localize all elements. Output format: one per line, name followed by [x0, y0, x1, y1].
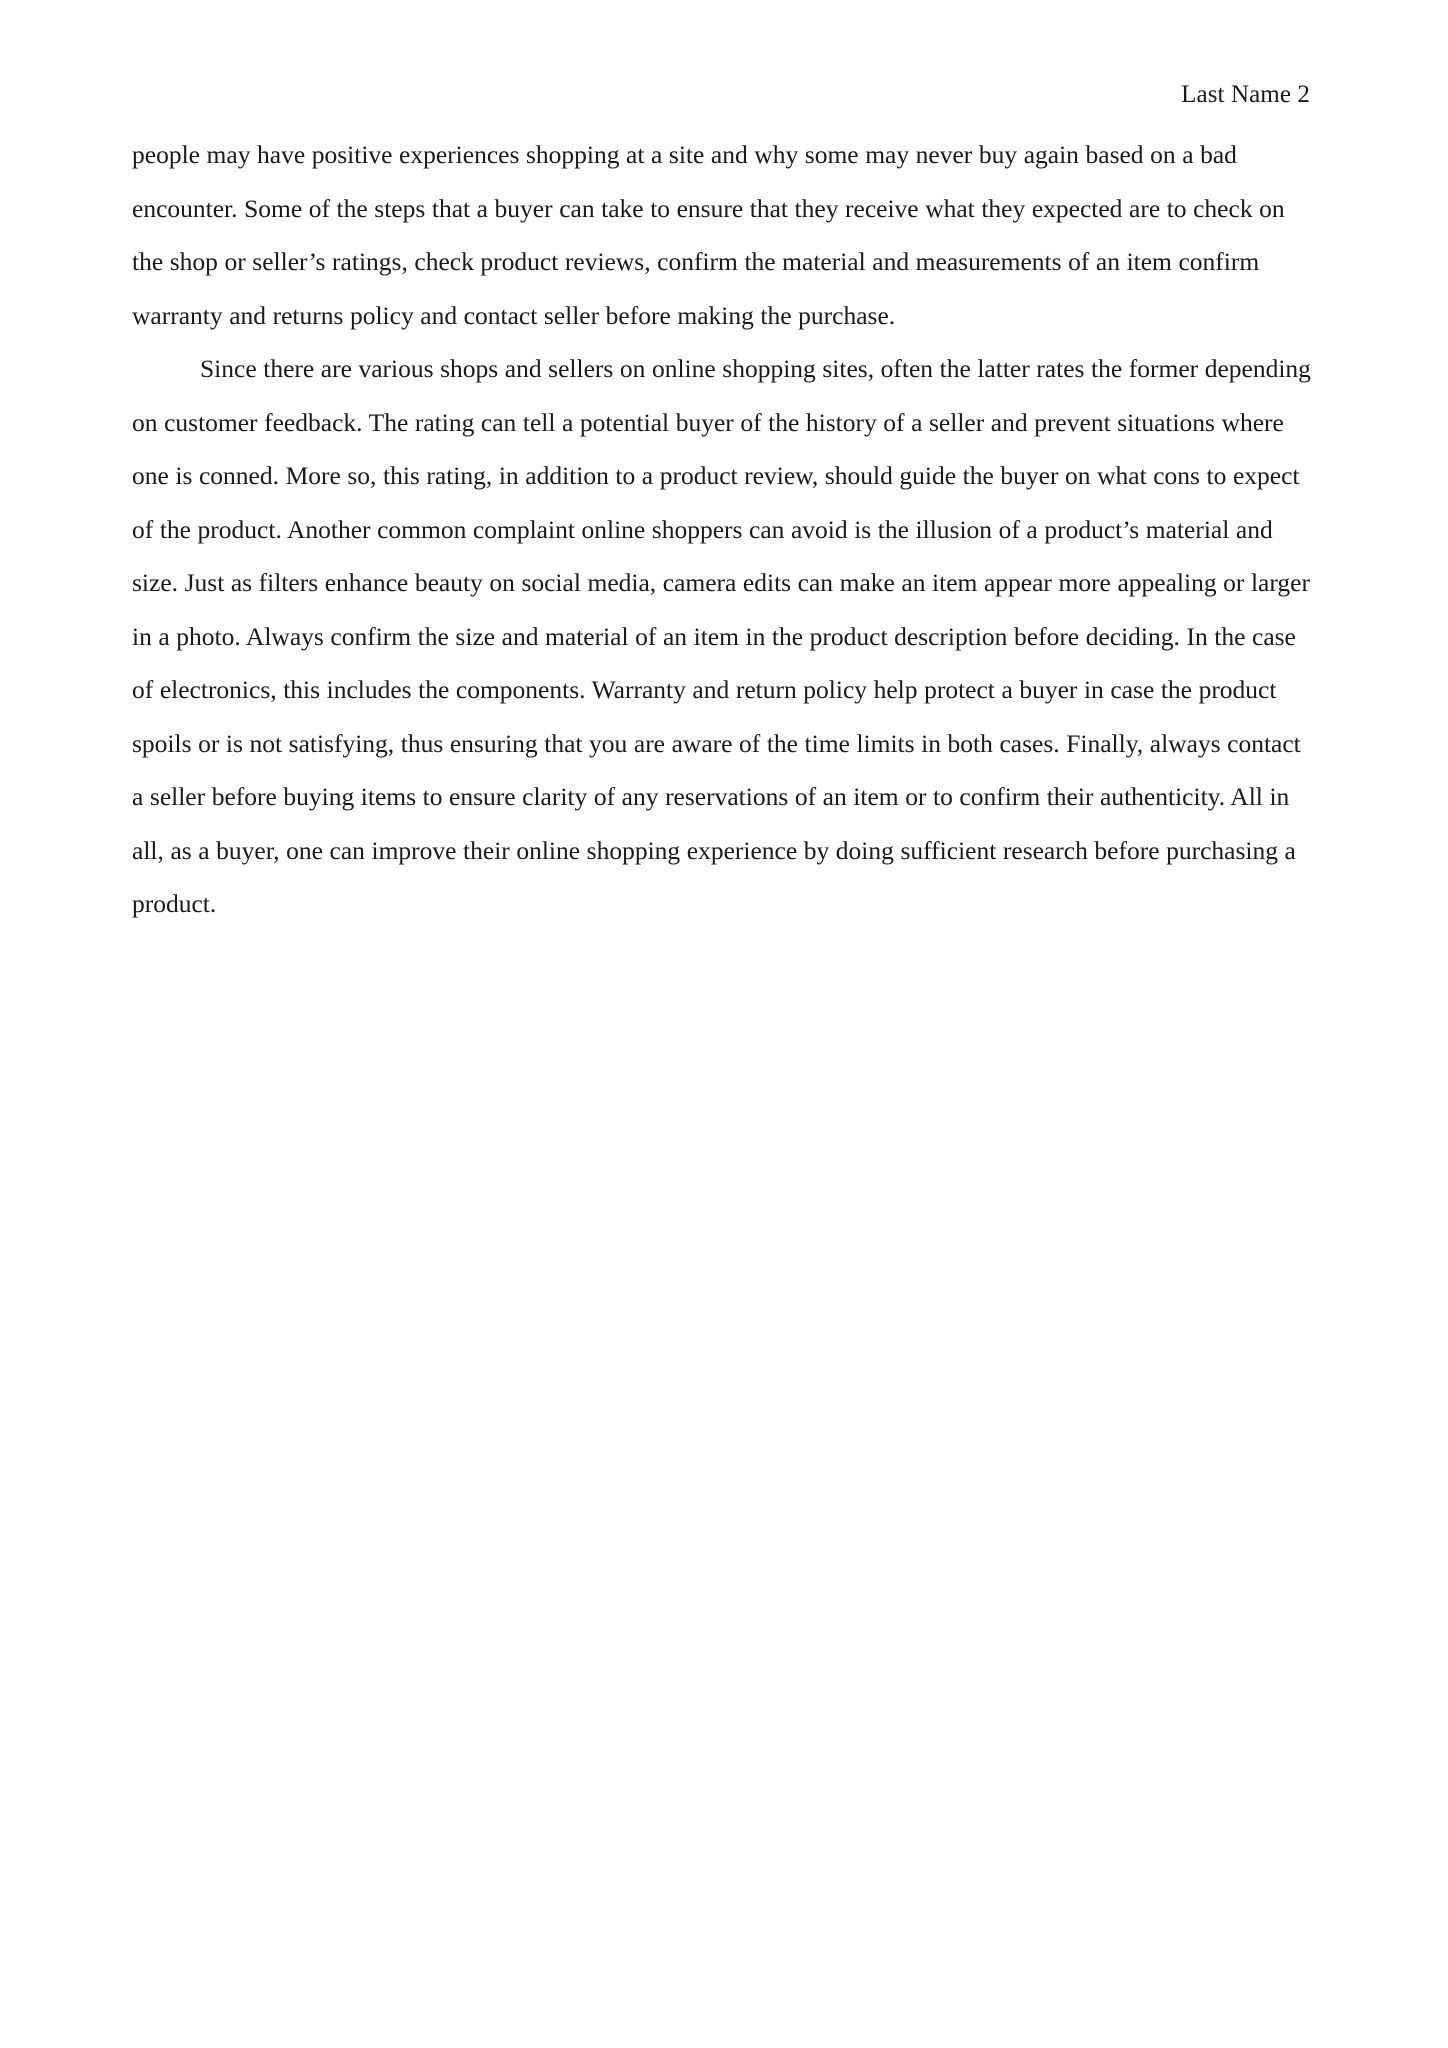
document-body	[132, 128, 1312, 931]
paragraph-ratings: Since there are various shops and sellers on online shopping sites, often the latter rates the former depending on customer feedback. The rating can tell a potential buyer of the history of a seller and prevent situations where one is conned. More so, this rating, in addition to a product review, should guide the buyer on what cons to expect of the product. Another common complaint online shoppers can avoid is the illusion of a product’s material and size. Just as filters enhance beauty on social media, camera edits can make an item appear more appealing or larger in a photo. Always confirm the size and material of an item in the product description before deciding. In the case of electronics, this includes the components. Warranty and return policy help protect a buyer in case the product spoils or is not satisfying, thus ensuring that you are aware of the time limits in both cases. Finally, always contact a seller before buying items to ensure clarity of any reservations of an item or to confirm their authenticity. All in all, as a buyer, one can improve their online shopping experience by doing sufficient research before purchasing a product.	[132, 354, 1311, 918]
paragraph-continued: people may have positive experiences shopping at a site and why some may never buy again based on a bad encounter. Some of the steps that a buyer can take to ensure that they receive what they expected are to check on the shop or seller’s ratings, check product reviews, confirm the material and measurements of an item confirm warranty and returns policy and contact seller before making the purchase.	[132, 140, 1285, 330]
running-head: Last Name 2	[1181, 81, 1310, 108]
